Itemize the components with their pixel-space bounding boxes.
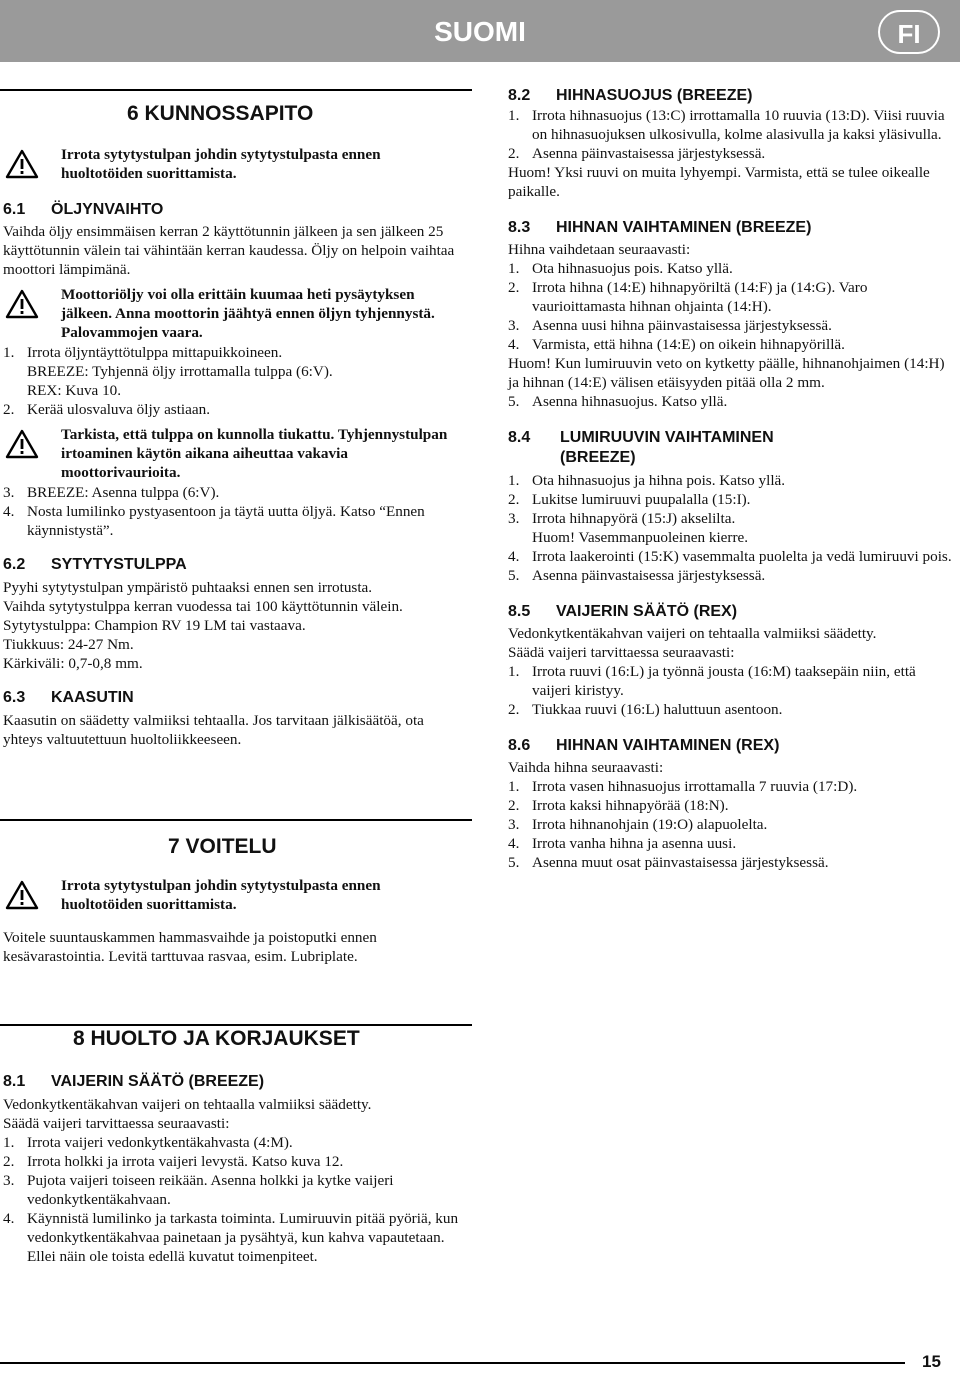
list-item: 1. Irrota hihnasuojus (13:C) irrottamalla 10 ruuvia (13:D). Viisi ruuvia on hihnasuojuksen ulkosivulla, kolme alasivulla ja kaksi yläsivulla. (508, 107, 945, 143)
list-item: 2. Kerää ulosvaluva öljy astiaan. (3, 401, 211, 418)
list-item: 1. Irrota vaijeri vedonkytkentäkahvasta (4:M). (3, 1134, 293, 1151)
page-header (0, 0, 960, 62)
section-6-title: 6 KUNNOSSAPITO (127, 102, 314, 125)
list-item: 2. Irrota kaksi hihnapyörää (18:N). (508, 797, 729, 814)
section-heading: 8.4 LUMIRUUVIN VAIHTAMINEN (BREEZE) (508, 429, 774, 466)
paragraph: BREEZE: Tyhjennä öljy irrottamalla tulppa (6:V). (27, 363, 333, 380)
list-item: 3. Pujota vaijeri toiseen reikään. Asenna holkki ja kytke vaijeri vedonkytkentäkahvaan. (3, 1172, 394, 1208)
section-heading: 8.6 HIHNAN VAIHTAMINEN (REX) (508, 737, 780, 754)
warning-text: Moottoriöljy voi olla erittäin kuumaa heti pysäytyksen jälkeen. Anna moottorin jäähtyä ennen öljyn tyhjennystä. Palovammojen vaara. (61, 286, 435, 341)
paragraph: Vedonkytkentäkahvan vaijeri on tehtaalla valmiiksi säädetty. (508, 625, 877, 642)
language-title: SUOMI (434, 16, 526, 47)
list-item: 5. Asenna päinvastaisessa järjestyksessä. (508, 567, 766, 584)
paragraph: Huom! Kun lumiruuvin veto on kytketty päälle, hihnanohjaimen (14:H) ja hihnan (14:E) välisen etäisyyden pitää olla 2 mm. (508, 355, 945, 391)
list-item: 4. Käynnistä lumilinko ja tarkasta toiminta. Lumiruuvin pitää pyöriä, kun vedonkytkentäkahvaa painetaan ja pysähtyä, kun kahva vapautetaan. Ellei näin ole toista edellä kuvatut toimenpiteet. (3, 1210, 459, 1265)
warning-text: Tarkista, että tulppa on kunnolla tiukattu. Tyhjennystulpan irtoaminen käytön aikana aiheuttaa vakavia moottorivaurioita. (61, 426, 448, 481)
warning-icon (5, 149, 39, 179)
section-rule (0, 819, 472, 821)
paragraph: Säädä vaijeri tarvittaessa seuraavasti: (3, 1115, 230, 1132)
list-item: 1. Ota hihnasuojus pois. Katso yllä. (508, 260, 733, 277)
section-heading: 6.1 ÖLJYNVAIHTO (3, 201, 164, 218)
warning-block (3, 145, 465, 183)
page-number: 15 (922, 1352, 941, 1371)
paragraph: Kärkiväli: 0,7-0,8 mm. (3, 655, 143, 672)
list-item: 2. Lukitse lumiruuvi puupalalla (15:I). (508, 491, 751, 508)
list-item: 1. Irrota ruuvi (16:L) ja työnnä jousta (16:M) taaksepäin niin, että vaijeri kiristyy. (508, 663, 916, 699)
section-8-title: 8 HUOLTO JA KORJAUKSET (73, 1027, 360, 1050)
paragraph: Sytytystulppa: Champion RV 19 LM tai vastaava. (3, 617, 306, 634)
paragraph: Vaihda sytytystulppa kerran vuodessa tai 100 käyttötunnin välein. (3, 598, 403, 615)
section-rule (0, 89, 472, 91)
section-heading: 8.2 HIHNASUOJUS (BREEZE) (508, 87, 753, 104)
paragraph: REX: Kuva 10. (27, 382, 122, 399)
warning-icon (5, 429, 39, 459)
paragraph: Vaihda hihna seuraavasti: (508, 759, 664, 776)
paragraph: Huom! Vasemmanpuoleinen kierre. (532, 529, 749, 546)
section-heading: 8.1 VAIJERIN SÄÄTÖ (BREEZE) (3, 1073, 265, 1090)
warning-text: Irrota sytytystulpan johdin sytytystulpasta ennen huoltotöiden suorittamista. (61, 877, 381, 913)
paragraph: Kaasutin on säädetty valmiiksi tehtaalla. Jos tarvitaan jälkisäätöä, ota yhteys valtuutettuun huoltoliikkeeseen. (3, 712, 424, 748)
list-item: 4. Irrota laakerointi (15:K) vasemmalta puolelta ja vedä lumiruuvi pois. (508, 548, 952, 565)
paragraph: Hihna vaihdetaan seuraavasti: (508, 241, 691, 258)
warning-text: Irrota sytytystulpan johdin sytytystulpasta ennen huoltotöiden suorittamista. (61, 146, 381, 182)
paragraph: Vaihda öljy ensimmäisen kerran 2 käyttötunnin jälkeen ja sen jälkeen 25 käyttötunnin välein tai vähintään kerran kaudessa. Öljy on helpoin vaihtaa moottori lämpimänä. (3, 223, 455, 278)
section-heading: 8.3 HIHNAN VAIHTAMINEN (BREEZE) (508, 219, 812, 236)
list-item: 2. Irrota hihna (14:E) hihnapyöriltä (14:F) ja (14:G). Varo vaurioittamasta hihnan ohjainta (14:H). (508, 279, 868, 315)
warning-icon (5, 880, 39, 910)
list-item: 3. Irrota hihnapyörä (15:J) akselilta. (508, 510, 736, 527)
warning-block (3, 285, 465, 342)
list-item: 2. Irrota holkki ja irrota vaijeri levystä. Katso kuva 12. (3, 1153, 344, 1170)
warning-block (3, 876, 465, 914)
list-item: 1. Ota hihnasuojus ja hihna pois. Katso yllä. (508, 472, 786, 489)
list-item: 5. Asenna hihnasuojus. Katso yllä. (508, 393, 728, 410)
list-item: 3. Asenna uusi hihna päinvastaisessa järjestyksessä. (508, 317, 832, 334)
section-heading: 8.5 VAIJERIN SÄÄTÖ (REX) (508, 603, 738, 620)
list-item: 5. Asenna muut osat päinvastaisessa järjestyksessä. (508, 854, 829, 871)
list-item: 1. Irrota öljyntäyttötulppa mittapuikkoineen. (3, 344, 283, 361)
section-heading: 6.3 KAASUTIN (3, 689, 134, 706)
paragraph: Tiukkuus: 24-27 Nm. (3, 636, 134, 653)
list-item: 3. Irrota hihnanohjain (19:O) alapuolelta. (508, 816, 768, 833)
paragraph: Huom! Yksi ruuvi on muita lyhyempi. Varmista, että se tulee oikealle paikalle. (508, 164, 930, 200)
list-item: 2. Tiukkaa ruuvi (16:L) haluttuun asentoon. (508, 701, 783, 718)
section-7 (3, 834, 465, 966)
paragraph: Säädä vaijeri tarvittaessa seuraavasti: (508, 644, 735, 661)
language-badge: FI (878, 10, 940, 54)
section-6 (3, 101, 465, 749)
list-item: 2. Asenna päinvastaisessa järjestyksessä. (508, 145, 766, 162)
list-item: 4. Irrota vanha hihna ja asenna uusi. (508, 835, 737, 852)
list-item: 3. BREEZE: Asenna tulppa (6:V). (3, 484, 220, 501)
paragraph: Voitele suuntauskammen hammasvaihde ja poistoputki ennen kesävarastointia. Levitä tarttuvaa rasvaa, esim. Lubriplate. (3, 929, 377, 965)
footer-rule (0, 1362, 905, 1364)
list-item: 1. Irrota vasen hihnasuojus irrottamalla 7 ruuvia (17:D). (508, 778, 858, 795)
section-heading: 6.2 SYTYTYSTULPPA (3, 556, 187, 573)
paragraph: Vedonkytkentäkahvan vaijeri on tehtaalla valmiiksi säädetty. (3, 1096, 372, 1113)
warning-icon (5, 289, 39, 319)
list-item: 4. Nosta lumilinko pystyasentoon ja täytä uutta öljyä. Katso “Ennen käynnistystä”. (3, 503, 425, 539)
right-column (508, 86, 954, 872)
section-7-title: 7 VOITELU (168, 835, 277, 858)
warning-block (3, 425, 465, 482)
paragraph: Pyyhi sytytystulpan ympäristö puhtaaksi ennen sen irrotusta. (3, 579, 373, 596)
section-8 (3, 1026, 465, 1266)
list-item: 4. Varmista, että hihna (14:E) on oikein hihnapyörillä. (508, 336, 845, 353)
